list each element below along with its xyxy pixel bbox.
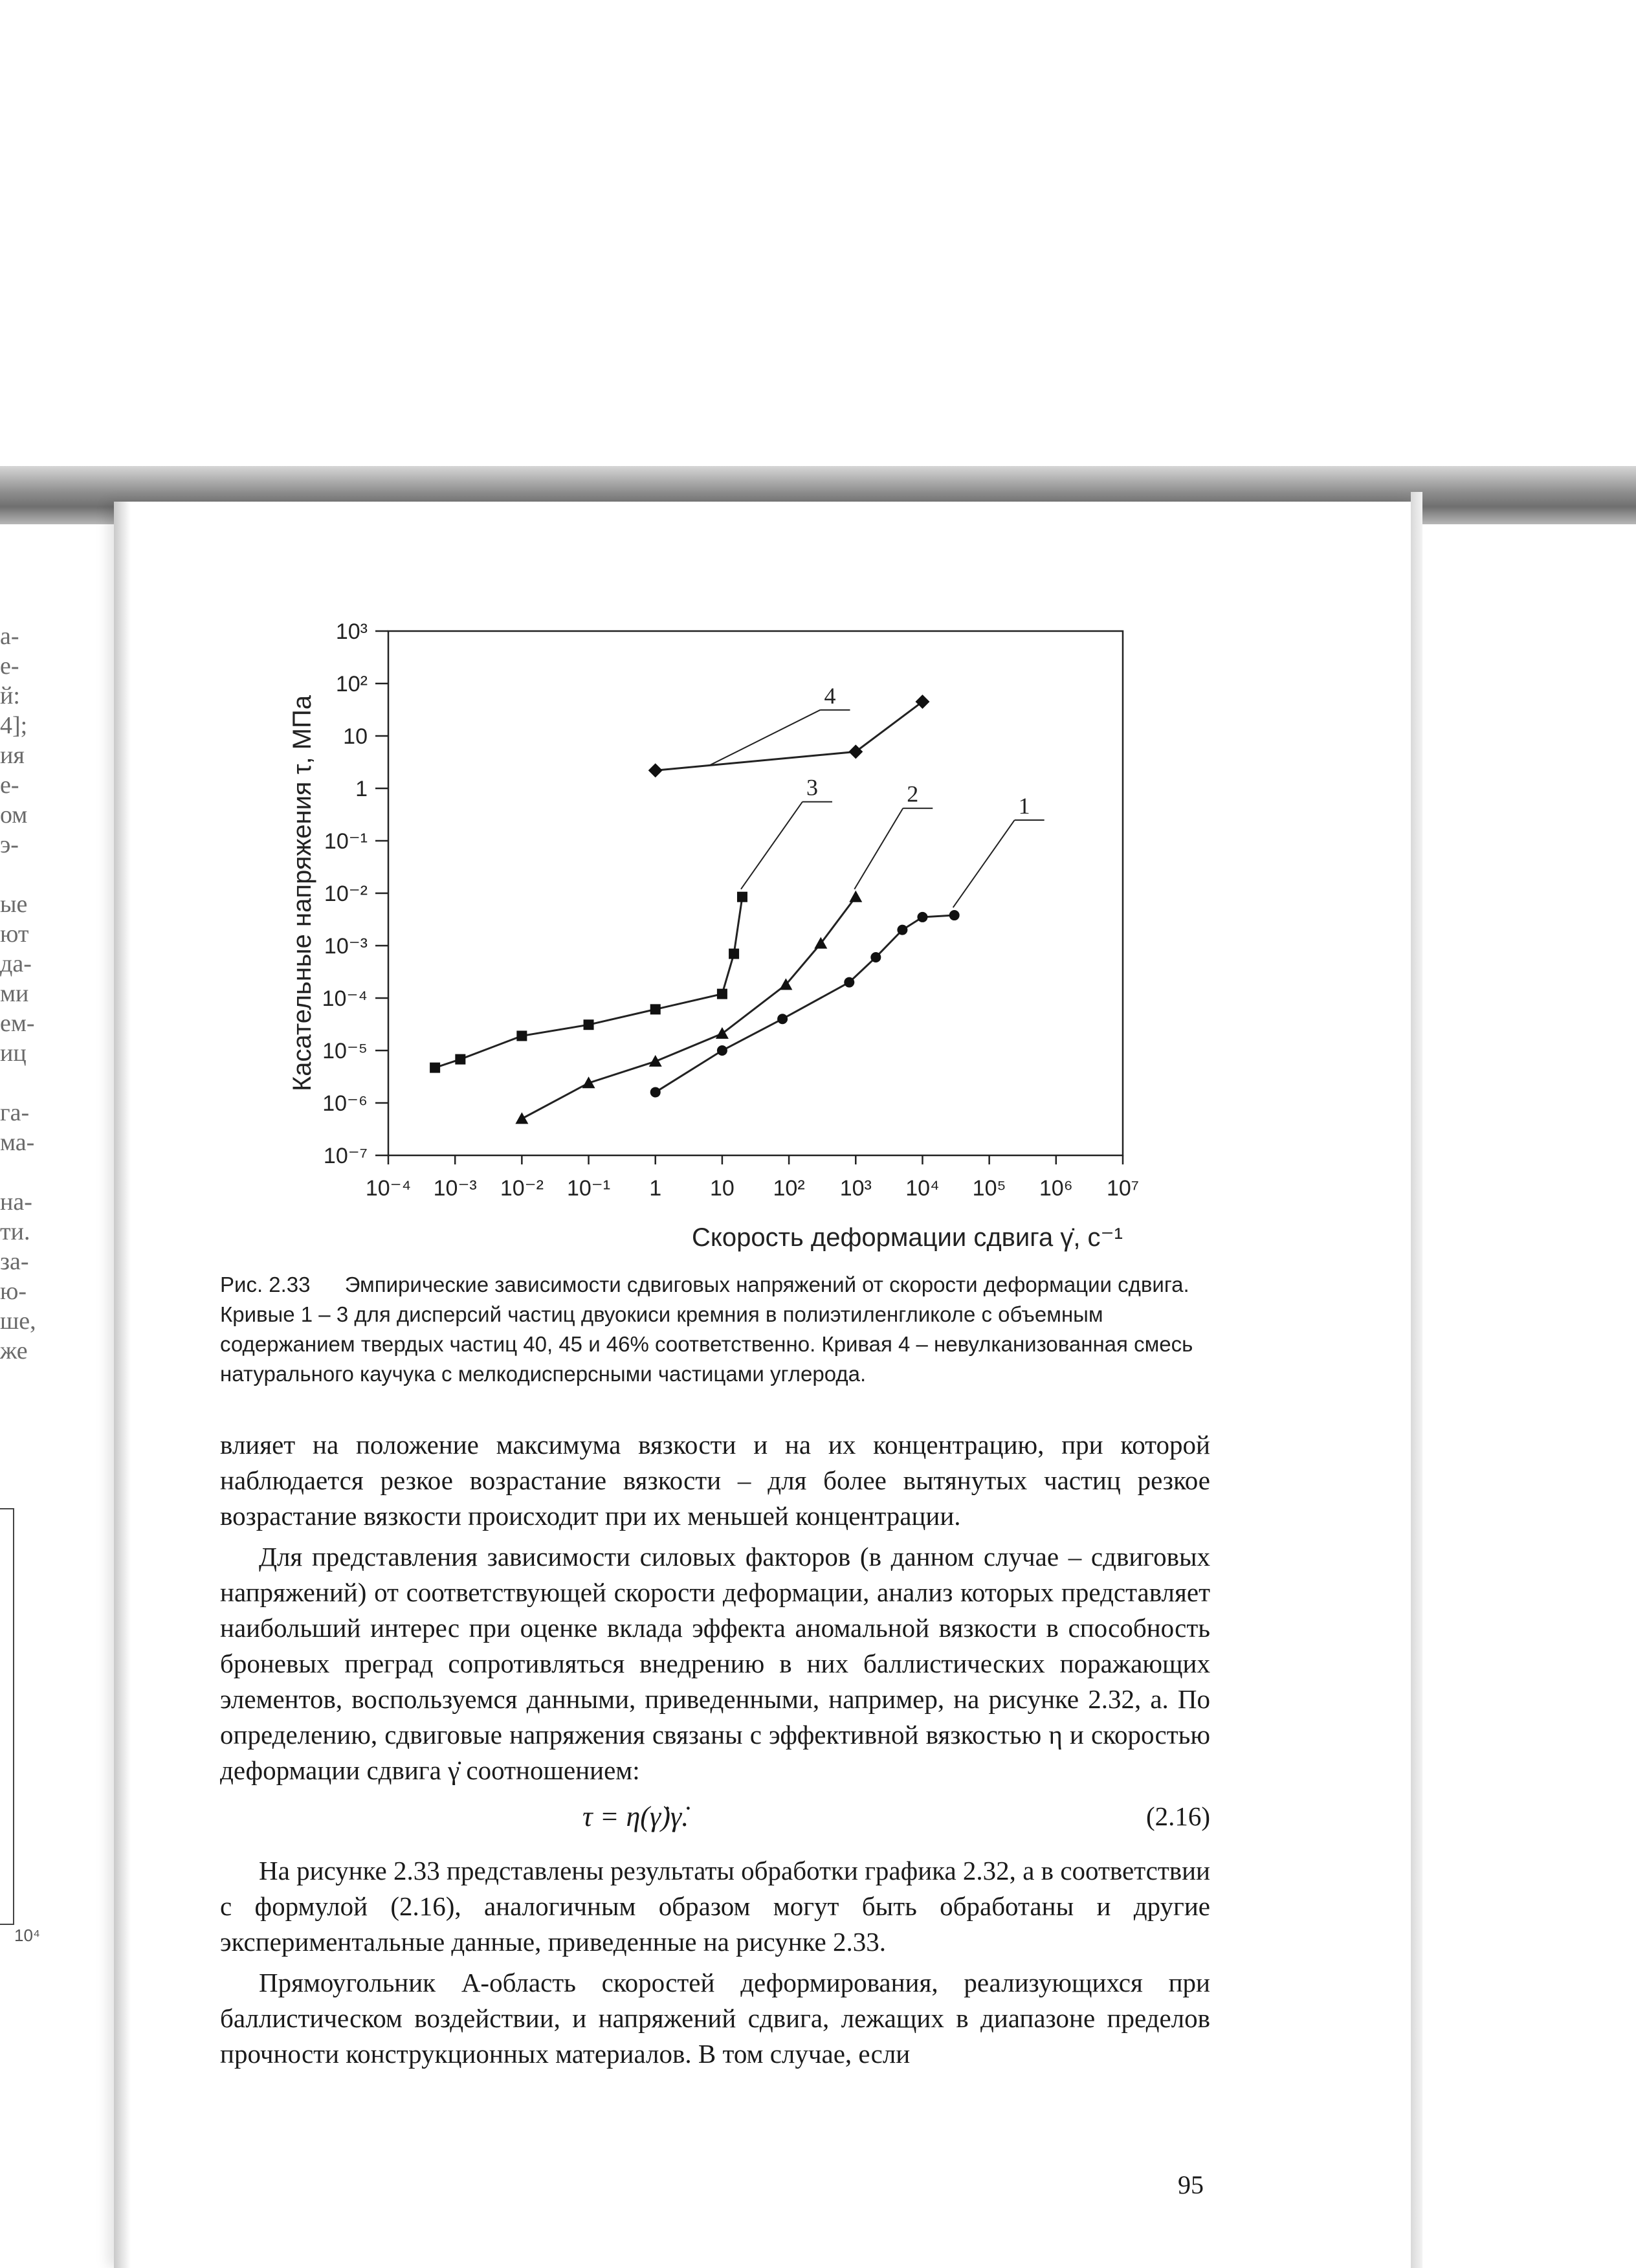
x-tick-label: 10⁻² xyxy=(500,1176,544,1201)
series-1-point xyxy=(917,912,927,922)
paragraph: На рисунке 2.33 представлены результаты обработки графика 2.32, а в соответствии с формулой (2.16), аналогичным образом могут быть обработаны и другие экспериментальные данные, приведенные на рисунке 2.33. xyxy=(220,1856,1210,1957)
series-3-point xyxy=(430,1063,440,1073)
left-page-fragment: е- xyxy=(0,652,19,680)
y-tick-label: 10³ xyxy=(335,619,368,644)
formula: τ = η(γ̇)γ̇. xyxy=(582,1801,689,1832)
y-tick-label: 10 xyxy=(343,724,368,749)
x-tick-label: 10 xyxy=(709,1176,735,1201)
equation xyxy=(220,1794,1210,1845)
page-edge xyxy=(1411,492,1422,2268)
x-tick-label: 10⁻⁴ xyxy=(365,1176,412,1201)
caption-text: Эмпирические зависимости сдвиговых напряжений от скорости деформации сдвига. Кривые 1 – 3 для дисперсий частиц двуокиси кремния в полиэтиленгликоле с объемным содержанием твердых частиц 40, 45 и 46% соответственно. Кривая 4 – невулканизованная смесь натурального каучука с мелкодисперсными частицами углерода. xyxy=(220,1273,1193,1386)
y-tick-label: 10⁻⁶ xyxy=(322,1091,368,1116)
series-3-line xyxy=(435,897,742,1068)
y-tick-label: 1 xyxy=(355,777,368,801)
left-page-fragment: га- xyxy=(0,1099,30,1126)
series-3-label: 3 xyxy=(806,774,818,801)
series-4-point xyxy=(915,695,929,709)
left-page-fragment: ия xyxy=(0,742,25,769)
series-1-point xyxy=(777,1014,788,1024)
series-3-point xyxy=(455,1054,465,1065)
x-tick-label: 10⁵ xyxy=(972,1176,1006,1201)
series-3-point xyxy=(516,1030,527,1041)
series-4-point xyxy=(648,763,663,777)
left-page-fragment: иц xyxy=(0,1040,27,1067)
left-page-fragment xyxy=(0,860,78,889)
left-page-fragment: ем- xyxy=(0,1010,35,1037)
y-tick-label: 10⁻³ xyxy=(324,934,368,959)
series-4-line xyxy=(656,702,923,770)
left-page-fragment: на- xyxy=(0,1188,32,1216)
body-text xyxy=(220,1427,1210,2077)
series-2-point xyxy=(649,1055,662,1067)
series-1-line xyxy=(656,915,955,1092)
left-page-fragment: ти. xyxy=(0,1218,30,1245)
left-page-fragment: ми xyxy=(0,980,29,1007)
left-page-fragment: за- xyxy=(0,1248,29,1275)
left-page-figure-edge xyxy=(0,1508,14,1925)
y-tick-label: 10² xyxy=(335,672,368,696)
left-page-fragment: 4]; xyxy=(0,712,28,739)
series-1-leader xyxy=(953,820,1015,907)
left-page-fragment: ма- xyxy=(0,1129,35,1156)
y-tick-label: 10⁻² xyxy=(324,882,368,906)
plot-frame xyxy=(388,631,1123,1155)
left-page-fragment xyxy=(0,1068,78,1098)
left-page-fragment: да- xyxy=(0,950,32,977)
x-tick-label: 10⁻¹ xyxy=(566,1176,611,1201)
series-4-point xyxy=(848,744,863,759)
left-page-fragment: ю- xyxy=(0,1278,27,1305)
y-tick-label: 10⁻⁵ xyxy=(322,1039,368,1063)
series-3-point xyxy=(650,1004,661,1014)
series-3-point xyxy=(729,949,739,959)
x-tick-label: 10⁴ xyxy=(905,1176,940,1201)
series-2-line xyxy=(522,897,856,1119)
x-tick-label: 10⁻³ xyxy=(433,1176,477,1201)
series-3-point xyxy=(717,989,727,999)
y-tick-label: 10⁻⁴ xyxy=(322,986,368,1011)
left-page-fragment: же xyxy=(0,1337,28,1364)
series-2-label: 2 xyxy=(907,781,919,807)
x-tick-label: 1 xyxy=(649,1176,662,1201)
x-tick-label: 10³ xyxy=(839,1176,872,1201)
left-page-fragment: й: xyxy=(0,682,20,709)
series-1-point xyxy=(650,1087,661,1097)
series-3-point xyxy=(737,892,747,902)
series-2-point xyxy=(849,891,862,902)
series-4-label: 4 xyxy=(824,682,836,709)
x-axis-label: Скорость деформации сдвига γ̇, с⁻¹ xyxy=(692,1223,1123,1252)
series-2-point xyxy=(716,1027,729,1039)
series-1-point xyxy=(870,952,881,962)
left-page-fragment: а- xyxy=(0,623,19,650)
y-axis-label: Касательные напряжения τ, МПа xyxy=(288,695,316,1092)
series-1-point xyxy=(897,925,907,935)
shear-stress-chart xyxy=(272,615,1191,1256)
paragraph: Для представления зависимости силовых факторов (в данном случае – сдвиговых напряжений) от соответствующей скорости деформации, анализ которых представляет наибольший интерес при оценке вклада эффекта аномальной вязкости в способность броневых преград сопротивляться внедрению в них баллистических поражающих элементов, воспользуемся данными, приведенными, например, на рисунке 2.32, а. По определению, сдвиговые напряжения связаны с эффективной вязкостью η и скоростью деформации сдвига γ̇ соотношением: xyxy=(220,1542,1210,1785)
x-tick-label: 10⁷ xyxy=(1106,1176,1140,1201)
left-page-fragment: ом xyxy=(0,801,28,828)
page-number: 95 xyxy=(1178,2170,1204,2199)
left-page-fragment: ые xyxy=(0,891,28,918)
x-tick-label: 10⁶ xyxy=(1039,1176,1073,1201)
left-page-figure-label: 10⁴ xyxy=(14,1926,41,1945)
y-tick-label: 10⁻⁷ xyxy=(323,1144,368,1168)
series-1-point xyxy=(717,1045,727,1056)
left-page-fragment xyxy=(0,1157,78,1187)
paragraph: Прямоугольник А-область скоростей деформирования, реализующихся при баллистическом воздействии, и напряжений сдвига, лежащих в диапазоне пределов прочности конструкционных материалов. В том случае, если xyxy=(220,1968,1210,2069)
caption-number: Рис. 2.33 xyxy=(220,1273,311,1296)
series-3-leader xyxy=(741,802,802,889)
left-page-fragments xyxy=(0,621,78,1366)
y-tick-label: 10⁻¹ xyxy=(324,829,368,854)
left-page-fragment: е- xyxy=(0,772,19,799)
equation-number: (2.16) xyxy=(1145,1801,1210,1831)
series-2-leader xyxy=(854,808,903,889)
left-page-fragment: э- xyxy=(0,831,19,858)
paragraph: влияет на положение максимума вязкости и на их концентрацию, при которой наблюдается резкое возрастание вязкости – для более вытянутых частиц резкое возрастание вязкости происходит при их меньшей концентрации. xyxy=(220,1430,1210,1531)
series-1-point xyxy=(949,910,960,920)
left-page-fragment: ше, xyxy=(0,1307,36,1335)
x-tick-label: 10² xyxy=(773,1176,805,1201)
figure-caption xyxy=(220,1270,1230,1389)
left-page-fragment: ют xyxy=(0,920,29,948)
series-1-point xyxy=(844,977,854,988)
series-2-point xyxy=(515,1112,528,1124)
series-3-point xyxy=(584,1019,594,1030)
series-1-label: 1 xyxy=(1018,793,1030,819)
